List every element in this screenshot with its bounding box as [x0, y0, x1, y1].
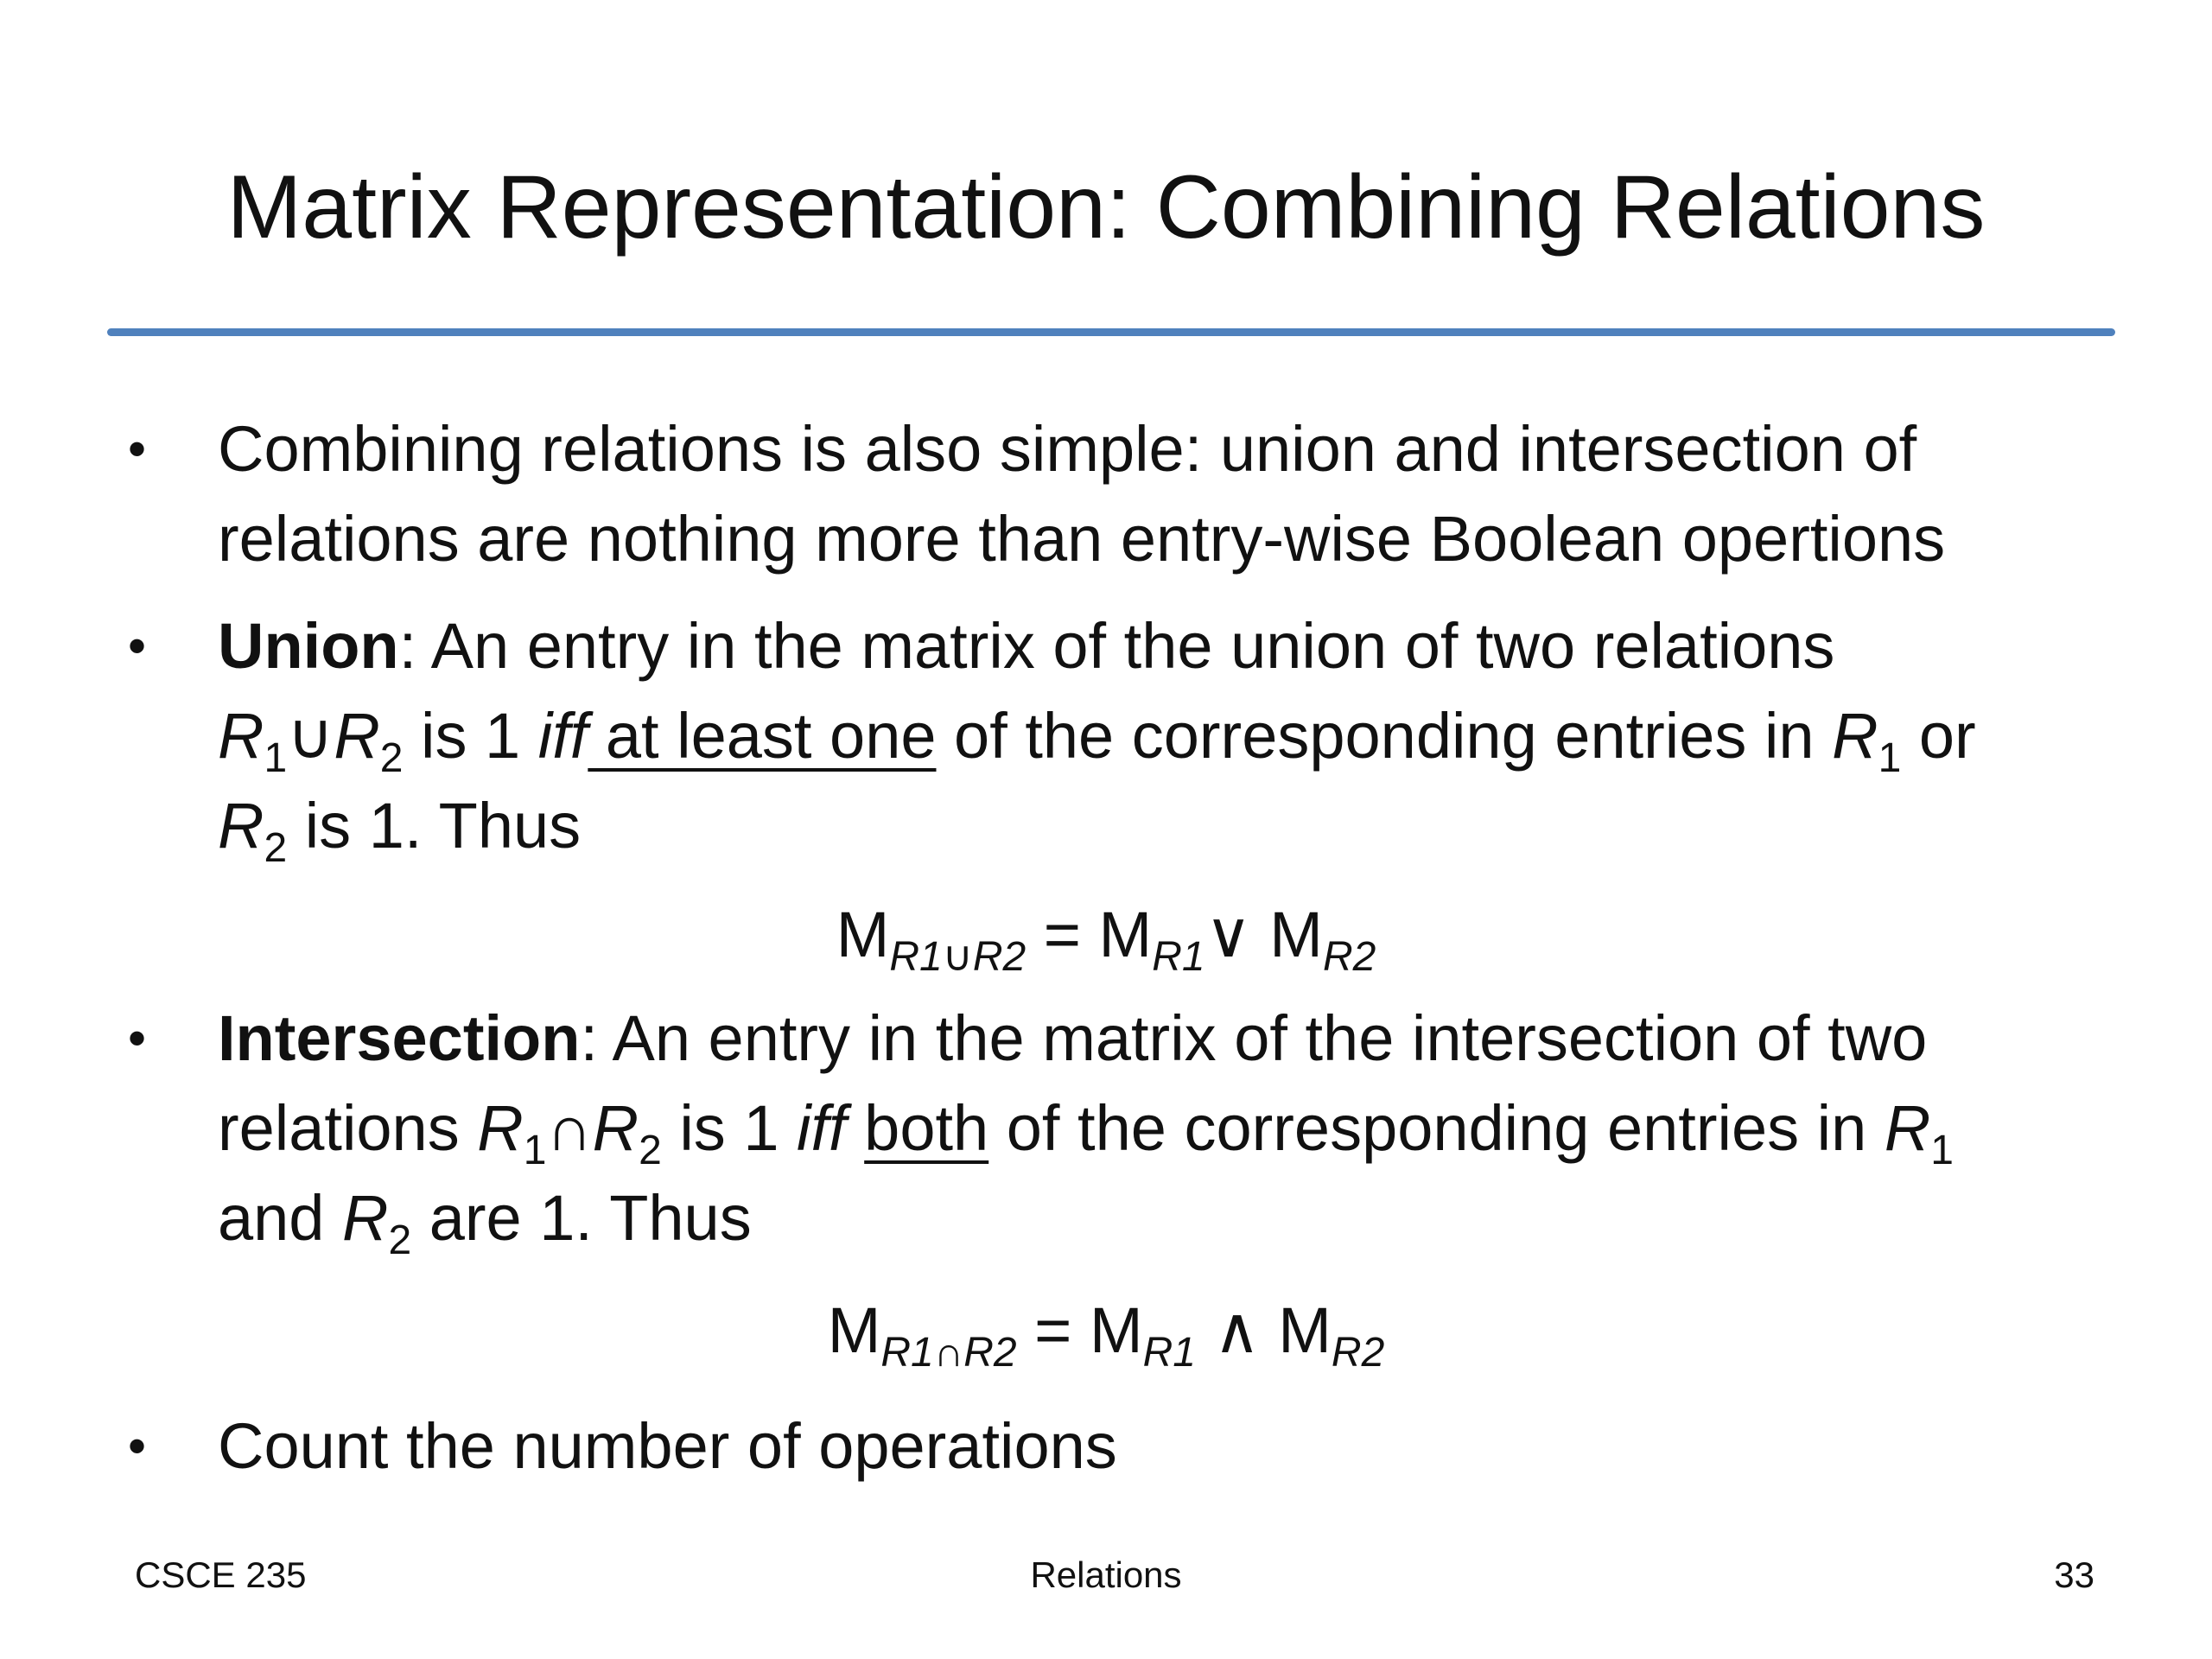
term-intersection: Intersection [218, 1002, 581, 1074]
text-run: are 1. Thus [411, 1182, 752, 1254]
bullet-line [218, 691, 1976, 781]
title-underline-rule [107, 328, 2115, 336]
underlined-text: both [864, 1092, 989, 1164]
bullet-line [218, 1084, 1954, 1173]
matrix-m: M [1098, 899, 1153, 970]
text-run: : An entry in the matrix of the union of two relations [398, 610, 1835, 682]
intersection-symbol: ∩ [546, 1092, 593, 1164]
union-symbol: ∪ [287, 700, 334, 772]
var-r: R [477, 1092, 524, 1164]
formula-intersection [0, 1286, 2212, 1376]
subscript: 2 [388, 1217, 412, 1263]
subscript: 1 [264, 735, 288, 781]
subscript [1152, 934, 1205, 980]
text-run: or [1901, 700, 1976, 772]
bullet-line [218, 994, 1954, 1084]
subscript [1323, 934, 1376, 980]
bullet-line: Count the number of operations [218, 1410, 1117, 1482]
footer-course: CSCE 235 [135, 1554, 307, 1595]
bullet-text [218, 1402, 1117, 1491]
subscript: 2 [264, 825, 288, 871]
iff-text: iff [537, 700, 588, 772]
text-run: of the corresponding entries in [936, 700, 1833, 772]
subscript [1143, 1330, 1196, 1376]
bullet-line [218, 781, 1976, 871]
bullet-line [218, 601, 1976, 691]
text-run: of the corresponding entries in [988, 1092, 1885, 1164]
text-run [847, 1092, 865, 1164]
bullet-line: relations are nothing more than entry-wise Boolean opertions [218, 503, 1946, 575]
slide-title: Matrix Representation: Combining Relations [226, 157, 1986, 257]
bullet-text [218, 601, 1976, 871]
subscript-text: R1∩R2 [880, 1330, 1017, 1376]
subscript: 1 [1878, 735, 1902, 781]
term-union: Union [218, 610, 399, 682]
text-run: relations [218, 1092, 478, 1164]
equals-sign: = [1026, 899, 1099, 970]
footer-topic: Relations [1030, 1554, 1182, 1595]
bullet-line: Combining relations is also simple: union and intersection of [218, 413, 1917, 485]
underlined-text: at least one [588, 700, 937, 772]
subscript [1332, 1330, 1384, 1376]
text-run: and [218, 1182, 343, 1254]
text-run: : An entry in the matrix of the intersection of two [580, 1002, 1928, 1074]
subscript: 1 [523, 1128, 547, 1173]
var-r: R [1832, 700, 1878, 772]
var-r: R [334, 700, 380, 772]
subscript-text: R2 [1331, 1330, 1385, 1376]
var-r: R [1884, 1092, 1931, 1164]
var-r: R [342, 1182, 389, 1254]
text-run: is 1 [661, 1092, 798, 1164]
bullet-line [218, 1173, 1954, 1263]
formula-union [0, 890, 2212, 980]
text-run: is 1. Thus [287, 790, 582, 861]
subscript-text: R1∪R2 [889, 934, 1027, 980]
matrix-m: M [836, 899, 890, 970]
matrix-m: M [1278, 1294, 1332, 1366]
var-r: R [592, 1092, 639, 1164]
iff-text: iff [797, 1092, 847, 1164]
subscript-text: R1 [1152, 934, 1205, 980]
bullet-dot: • [128, 1009, 147, 1067]
and-operator: ∧ [1195, 1294, 1279, 1366]
bullet-dot: • [128, 1417, 147, 1475]
var-r: R [218, 700, 264, 772]
bullet-text [218, 994, 1954, 1263]
subscript [880, 1330, 1016, 1376]
bullet-dot: • [128, 617, 147, 675]
matrix-m: M [1089, 1294, 1143, 1366]
subscript: 1 [1930, 1128, 1954, 1173]
text-run: is 1 [403, 700, 538, 772]
equals-sign: = [1016, 1294, 1090, 1366]
matrix-m: M [827, 1294, 881, 1366]
var-r: R [218, 790, 264, 861]
matrix-m: M [1269, 899, 1323, 970]
bullet-dot: • [128, 420, 147, 478]
bullet-text [218, 404, 1945, 584]
footer-page-number: 33 [2054, 1554, 2094, 1595]
subscript: 2 [639, 1128, 662, 1173]
subscript-text: R2 [1322, 934, 1376, 980]
subscript [889, 934, 1026, 980]
subscript: 2 [379, 735, 404, 781]
subscript-text: R1 [1142, 1330, 1196, 1376]
or-operator: ∨ [1205, 899, 1270, 970]
